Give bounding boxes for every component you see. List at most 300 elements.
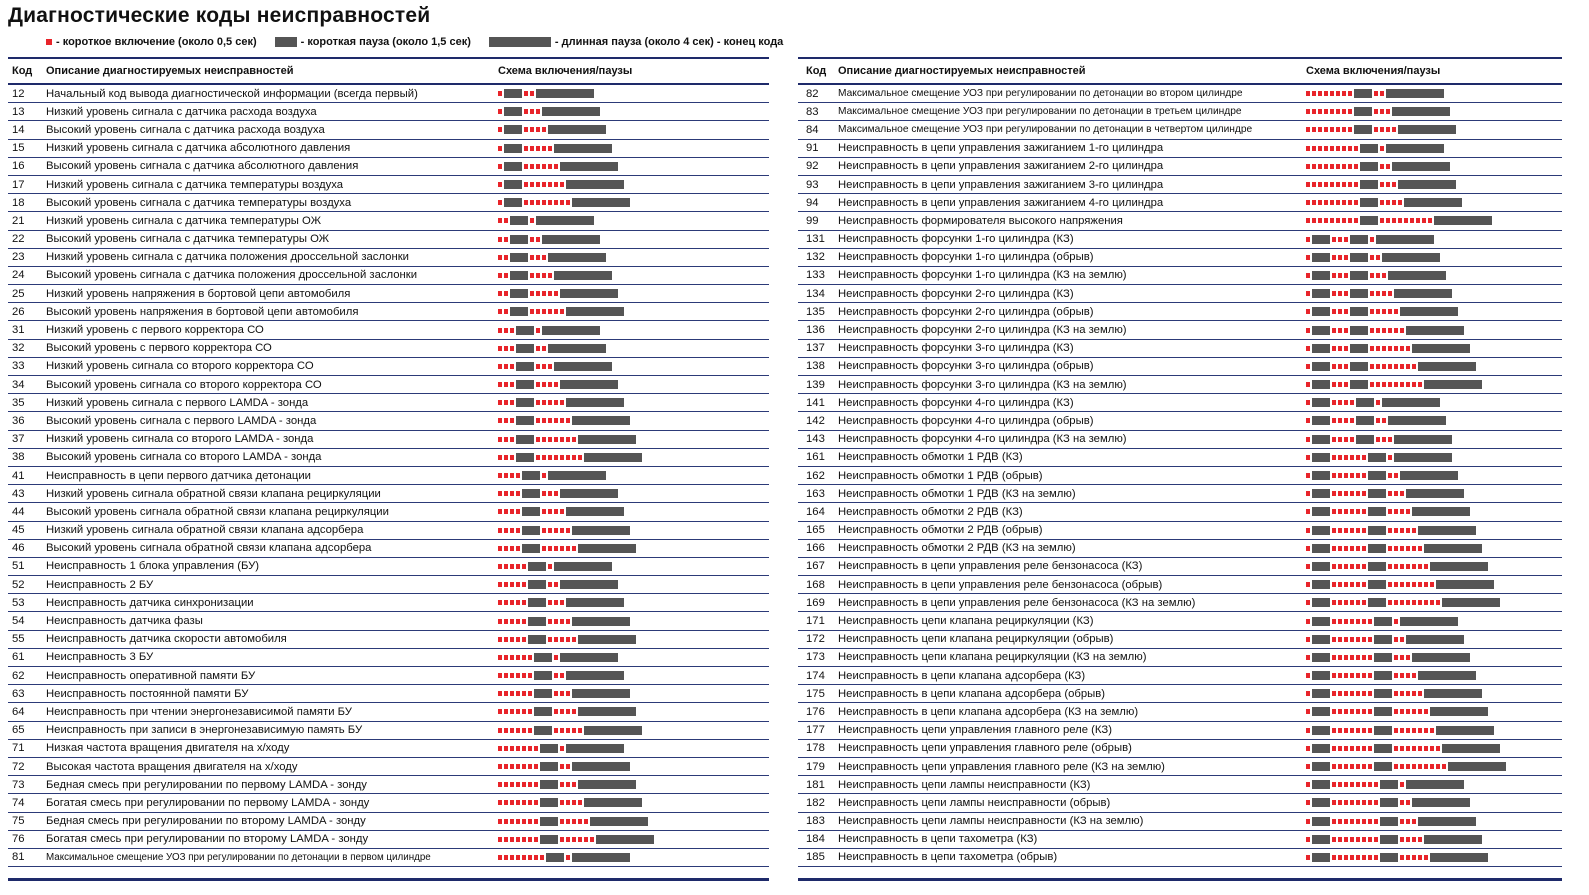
short-pause-icon: [1312, 671, 1330, 680]
short-pulse-icon: [1306, 273, 1310, 278]
blink-scheme: [1306, 271, 1446, 280]
short-pulse-icon: [1312, 164, 1316, 169]
short-pulse-icon: [510, 564, 514, 569]
table-row: [8, 776, 769, 794]
table-row: [8, 522, 769, 540]
short-pulse-icon: [542, 309, 546, 314]
short-pulse-icon: [1318, 127, 1322, 132]
short-pause-icon: [1350, 307, 1368, 316]
table-row: [8, 394, 769, 412]
table-row: [798, 194, 1562, 212]
short-pulse-icon: [522, 819, 526, 824]
short-pulse-icon: [1370, 291, 1374, 296]
short-pause-icon: [1368, 598, 1386, 607]
short-pause-icon: [528, 562, 546, 571]
short-pulse-icon: [1332, 600, 1336, 605]
blink-scheme: [1306, 707, 1488, 716]
short-pulse-icon: [1338, 837, 1342, 842]
short-pulse-icon: [1344, 491, 1348, 496]
short-pulse-icon: [1332, 837, 1336, 842]
row-code: 175: [806, 687, 825, 700]
short-pulse-icon: [554, 382, 558, 387]
short-pulse-icon: [542, 382, 546, 387]
short-pulse-icon: [1362, 782, 1366, 787]
short-pulse-icon: [1418, 709, 1422, 714]
short-pulse-icon: [548, 182, 552, 187]
short-pulse-icon: [522, 691, 526, 696]
table-row: [798, 576, 1562, 594]
blink-scheme: [498, 453, 642, 462]
short-pulse-icon: [1382, 328, 1386, 333]
blink-scheme: [1306, 235, 1434, 244]
short-pulse-icon: [1332, 364, 1336, 369]
short-pause-icon: [1312, 780, 1330, 789]
row-code: 183: [806, 815, 825, 828]
row-description: Высокая частота вращения двигателя на х/ходу: [46, 760, 298, 773]
long-pause-icon: [560, 380, 618, 389]
short-pulse-icon: [1380, 218, 1384, 223]
short-pulse-icon: [1388, 328, 1392, 333]
short-pulse-icon: [1356, 600, 1360, 605]
row-description: Низкий уровень сигнала с датчика температуры ОЖ: [46, 214, 322, 227]
short-pulse-icon: [572, 728, 576, 733]
short-pulse-icon: [1400, 655, 1404, 660]
short-pause-icon: [1312, 398, 1330, 407]
short-pulse-icon: [1386, 109, 1390, 114]
blink-scheme: [498, 362, 612, 371]
table-row: [8, 103, 769, 121]
long-pause-icon: [1406, 326, 1464, 335]
short-pulse-icon: [1350, 455, 1354, 460]
short-pulse-icon: [1362, 673, 1366, 678]
short-pulse-icon: [528, 819, 532, 824]
short-pulse-icon: [1400, 691, 1404, 696]
blink-scheme: [498, 162, 618, 171]
short-pulse-icon: [560, 691, 564, 696]
short-pause-icon: [1312, 235, 1330, 244]
short-pulse-icon: [542, 291, 546, 296]
short-pulse-icon: [504, 455, 508, 460]
short-pulse-icon: [566, 764, 570, 769]
short-pulse-icon: [1386, 200, 1390, 205]
short-pulse-icon: [1382, 309, 1386, 314]
table-row: [798, 121, 1562, 139]
short-pause-icon: [540, 835, 558, 844]
short-pulse-icon: [534, 800, 538, 805]
short-pulse-icon: [510, 746, 514, 751]
short-pulse-icon: [1368, 637, 1372, 642]
short-pulse-icon: [1344, 691, 1348, 696]
short-pulse-icon: [1332, 528, 1336, 533]
long-pause-icon: [1388, 416, 1446, 425]
table-row: [798, 813, 1562, 831]
short-pause-icon: [1312, 435, 1330, 444]
short-pulse-icon: [548, 619, 552, 624]
short-pulse-icon: [542, 273, 546, 278]
short-pulse-icon: [1332, 491, 1336, 496]
row-code: 184: [806, 833, 825, 846]
short-pulse-icon: [1362, 509, 1366, 514]
short-pulse-icon: [560, 400, 564, 405]
short-pulse-icon: [534, 837, 538, 842]
blink-scheme: [1306, 198, 1462, 207]
short-pulse-icon: [504, 509, 508, 514]
short-pulse-icon: [1376, 437, 1380, 442]
row-description: Неисправность в цепи управления зажиганием 4-го цилиндра: [838, 196, 1164, 209]
short-pulse-icon: [1338, 418, 1342, 423]
blink-scheme: [498, 762, 630, 771]
short-pulse-icon: [548, 164, 552, 169]
long-pause-icon: [548, 253, 606, 262]
short-pulse-icon: [504, 564, 508, 569]
short-pulse-icon: [1388, 382, 1392, 387]
short-pulse-icon: [548, 491, 552, 496]
short-pulse-icon: [530, 255, 534, 260]
short-pulse-icon: [1330, 164, 1334, 169]
short-pulse-icon: [516, 655, 520, 660]
short-pulse-icon: [1386, 218, 1390, 223]
short-pause-icon: [540, 798, 558, 807]
long-pause-icon: [1400, 617, 1458, 626]
table-row: [798, 394, 1562, 412]
short-pause-icon: [516, 416, 534, 425]
row-code: 132: [806, 251, 825, 264]
row-description: Неисправность при чтении энергонезависимой памяти БУ: [46, 705, 352, 718]
short-pulse-icon: [530, 273, 534, 278]
short-pulse-icon: [530, 237, 534, 242]
long-pause-icon: [1406, 780, 1464, 789]
short-pause-icon: [1368, 544, 1386, 553]
short-pulse-icon: [1338, 291, 1342, 296]
short-pulse-icon: [1356, 619, 1360, 624]
short-pause-icon: [1312, 689, 1330, 698]
short-pause-icon: [504, 180, 522, 189]
long-pause-icon: [572, 853, 630, 862]
short-pulse-icon: [1362, 691, 1366, 696]
short-pulse-icon: [1356, 637, 1360, 642]
short-pulse-icon: [530, 182, 534, 187]
short-pulse-icon: [1332, 346, 1336, 351]
short-pulse-icon: [560, 782, 564, 787]
short-pulse-icon: [1332, 855, 1336, 860]
short-pulse-icon: [1344, 746, 1348, 751]
short-pulse-icon: [548, 400, 552, 405]
row-description: Начальный код вывода диагностической информации (всегда первый): [46, 87, 418, 100]
short-pulse-icon: [504, 382, 508, 387]
short-pulse-icon: [566, 200, 570, 205]
blink-scheme: [498, 580, 618, 589]
short-pulse-icon: [504, 837, 508, 842]
short-pulse-icon: [498, 328, 502, 333]
short-pulse-icon: [1350, 764, 1354, 769]
short-pulse-icon: [1430, 600, 1434, 605]
blink-scheme: [498, 289, 618, 298]
short-pulse-icon: [522, 837, 526, 842]
short-pulse-icon: [498, 491, 502, 496]
short-pulse-icon: [1344, 819, 1348, 824]
short-pause-icon: [540, 762, 558, 771]
row-description: Максимальное смещение УОЗ при регулировании по детонации в четвертом цилиндре: [838, 124, 1253, 136]
blink-scheme: [498, 198, 630, 207]
short-pulse-icon: [498, 637, 502, 642]
short-pulse-icon: [536, 127, 540, 132]
short-pulse-icon: [1412, 673, 1416, 678]
short-pulse-icon: [1418, 382, 1422, 387]
short-pulse-icon: [1306, 146, 1310, 151]
table-row: [798, 649, 1562, 667]
short-pulse-icon: [536, 400, 540, 405]
short-pulse-icon: [1388, 564, 1392, 569]
row-code: 26: [12, 305, 25, 318]
short-pulse-icon: [504, 709, 508, 714]
short-pause-icon: [1312, 271, 1330, 280]
short-pulse-icon: [1394, 364, 1398, 369]
short-pulse-icon: [1344, 382, 1348, 387]
short-pulse-icon: [1356, 837, 1360, 842]
short-pulse-icon: [1350, 528, 1354, 533]
header-scheme: Схема включения/паузы: [1306, 65, 1441, 77]
long-pause-icon: [584, 453, 642, 462]
short-pulse-icon: [1344, 655, 1348, 660]
long-pause-icon: [566, 598, 624, 607]
short-pulse-icon: [1356, 455, 1360, 460]
short-pulse-icon: [536, 146, 540, 151]
table-row: [8, 267, 769, 285]
short-pulse-icon: [1344, 855, 1348, 860]
row-description: Максимальное смещение УОЗ при регулировании по детонации в третьем цилиндре: [838, 106, 1242, 118]
row-code: 174: [806, 669, 825, 682]
short-pulse-icon: [1382, 273, 1386, 278]
table-row: [8, 285, 769, 303]
short-pulse-icon: [1338, 637, 1342, 642]
blink-scheme: [498, 598, 624, 607]
short-pulse-icon: [1436, 764, 1440, 769]
short-pause-icon: [528, 635, 546, 644]
short-pulse-icon: [522, 619, 526, 624]
short-pulse-icon: [1356, 728, 1360, 733]
short-pulse-icon: [1394, 509, 1398, 514]
short-pulse-icon: [1312, 127, 1316, 132]
short-pulse-icon: [1338, 255, 1342, 260]
short-pause-icon: [510, 253, 528, 262]
short-pulse-icon: [1400, 800, 1404, 805]
short-pulse-icon: [1376, 364, 1380, 369]
short-pulse-icon: [524, 109, 528, 114]
short-pulse-icon: [510, 400, 514, 405]
short-pulse-icon: [1344, 800, 1348, 805]
short-pause-icon: [1368, 471, 1386, 480]
short-pulse-icon: [1374, 855, 1378, 860]
short-pulse-icon: [536, 382, 540, 387]
row-code: 166: [806, 542, 825, 555]
row-description: Высокий уровень напряжения в бортовой цепи автомобиля: [46, 305, 359, 318]
short-pulse-icon: [1394, 564, 1398, 569]
blink-scheme: [498, 835, 654, 844]
short-pulse-icon: [510, 437, 514, 442]
short-pulse-icon: [1338, 855, 1342, 860]
short-pulse-icon: [1306, 782, 1310, 787]
row-code: 44: [12, 505, 25, 518]
short-pulse-icon: [504, 782, 508, 787]
short-pulse-icon: [504, 237, 508, 242]
short-pulse-icon: [566, 455, 570, 460]
short-pulse-icon: [1376, 291, 1380, 296]
short-pulse-icon: [504, 855, 508, 860]
short-pulse-icon: [1342, 91, 1346, 96]
short-pulse-icon: [554, 637, 558, 642]
short-pulse-icon: [498, 764, 502, 769]
short-pulse-icon: [1406, 346, 1410, 351]
row-description: Неисправность цепи управления главного реле (КЗ на землю): [838, 760, 1165, 773]
long-pause-icon: [560, 289, 618, 298]
short-pulse-icon: [498, 673, 502, 678]
short-pulse-icon: [1350, 655, 1354, 660]
short-pause-icon: [1380, 798, 1398, 807]
short-pulse-icon: [554, 528, 558, 533]
row-code: 141: [806, 396, 825, 409]
short-pulse-icon: [516, 673, 520, 678]
short-pulse-icon: [510, 418, 514, 423]
short-pulse-icon: [548, 437, 552, 442]
short-pulse-icon: [1306, 309, 1310, 314]
short-pulse-icon: [1324, 127, 1328, 132]
short-pulse-icon: [1306, 546, 1310, 551]
short-pulse-icon: [1394, 655, 1398, 660]
short-pulse-icon: [1344, 473, 1348, 478]
row-code: 55: [12, 633, 25, 646]
short-pulse-icon: [1394, 582, 1398, 587]
table-row: [798, 340, 1562, 358]
short-pulse-icon: [522, 782, 526, 787]
row-code: 143: [806, 433, 825, 446]
short-pulse-icon: [1382, 291, 1386, 296]
short-pulse-icon: [1338, 491, 1342, 496]
short-pulse-icon: [504, 437, 508, 442]
short-pulse-icon: [1344, 455, 1348, 460]
short-pulse-icon: [1400, 746, 1404, 751]
short-pulse-icon: [528, 764, 532, 769]
short-pulse-icon: [540, 855, 544, 860]
short-pulse-icon: [1394, 764, 1398, 769]
short-pulse-icon: [1368, 709, 1372, 714]
table-row: [798, 231, 1562, 249]
row-code: 181: [806, 778, 825, 791]
short-pulse-icon: [504, 309, 508, 314]
short-pulse-icon: [554, 400, 558, 405]
row-description: Низкий уровень сигнала со второго LAMDA - зонда: [46, 433, 314, 446]
header-code: Код: [806, 65, 827, 77]
short-pulse-icon: [498, 709, 502, 714]
row-description: Богатая смесь при регулировании по первому LAMDA - зонду: [46, 796, 370, 809]
row-description: Неисправность в цепи клапана адсорбера (КЗ): [838, 669, 1086, 682]
short-pulse-icon: [522, 709, 526, 714]
short-pulse-icon: [1350, 400, 1354, 405]
short-pause-icon: [528, 580, 546, 589]
short-pause-icon: [1350, 289, 1368, 298]
table-row: [798, 558, 1562, 576]
short-pulse-icon: [1350, 619, 1354, 624]
short-pulse-icon: [1354, 200, 1358, 205]
blink-scheme: [498, 526, 630, 535]
short-pause-icon: [1380, 780, 1398, 789]
short-pulse-icon: [1436, 600, 1440, 605]
long-pause-icon: [1442, 598, 1500, 607]
short-pulse-icon: [572, 837, 576, 842]
short-pulse-icon: [1344, 637, 1348, 642]
short-pulse-icon: [1318, 182, 1322, 187]
short-pulse-icon: [1318, 146, 1322, 151]
table-row: [8, 121, 769, 139]
short-pulse-icon: [1344, 400, 1348, 405]
short-pulse-icon: [1332, 473, 1336, 478]
row-code: 131: [806, 233, 825, 246]
short-pulse-icon: [498, 837, 502, 842]
short-pulse-icon: [504, 728, 508, 733]
short-pulse-icon: [1374, 127, 1378, 132]
blink-scheme: [1306, 398, 1440, 407]
short-pulse-icon: [498, 309, 502, 314]
short-pulse-icon: [504, 218, 508, 223]
short-pulse-icon: [1350, 418, 1354, 423]
short-pulse-icon: [1368, 746, 1372, 751]
short-pulse-icon: [1330, 127, 1334, 132]
short-pause-icon: [1312, 835, 1330, 844]
row-code: 41: [12, 469, 25, 482]
short-pulse-icon: [498, 200, 502, 205]
table-header: [798, 57, 1562, 85]
short-pulse-icon: [566, 728, 570, 733]
table-row: [8, 358, 769, 376]
short-pause-icon: [534, 707, 552, 716]
short-pulse-icon: [522, 728, 526, 733]
table-row: [798, 776, 1562, 794]
short-pulse-icon: [1344, 418, 1348, 423]
short-pulse-icon: [1412, 582, 1416, 587]
header-description: Описание диагностируемых неисправностей: [838, 65, 1086, 77]
row-code: 135: [806, 305, 825, 318]
short-pulse-icon: [1406, 546, 1410, 551]
short-pulse-icon: [1332, 728, 1336, 733]
short-pulse-icon: [572, 437, 576, 442]
table-row: [8, 631, 769, 649]
blink-scheme: [1306, 380, 1482, 389]
row-code: 38: [12, 451, 25, 464]
blink-scheme: [1306, 726, 1494, 735]
short-pulse-icon: [548, 528, 552, 533]
legend-short-pause-label: - короткая пауза (около 1,5 сек): [300, 36, 471, 48]
short-pulse-icon: [1306, 600, 1310, 605]
table-row: [8, 485, 769, 503]
short-pulse-icon: [554, 709, 558, 714]
short-pulse-icon: [504, 473, 508, 478]
row-code: 33: [12, 360, 25, 373]
short-pulse-icon: [1336, 91, 1340, 96]
short-pulse-icon: [1406, 800, 1410, 805]
short-pause-icon: [1312, 598, 1330, 607]
short-pulse-icon: [1394, 600, 1398, 605]
short-pulse-icon: [1376, 400, 1380, 405]
short-pulse-icon: [1382, 346, 1386, 351]
short-pulse-icon: [1350, 600, 1354, 605]
short-pulse-icon: [1362, 746, 1366, 751]
long-pause-icon: [1418, 362, 1476, 371]
short-pulse-icon: [1332, 637, 1336, 642]
long-pause-icon: [1412, 507, 1470, 516]
table-row: [798, 540, 1562, 558]
short-pulse-icon: [522, 764, 526, 769]
row-code: 35: [12, 396, 25, 409]
blink-scheme: [498, 726, 642, 735]
